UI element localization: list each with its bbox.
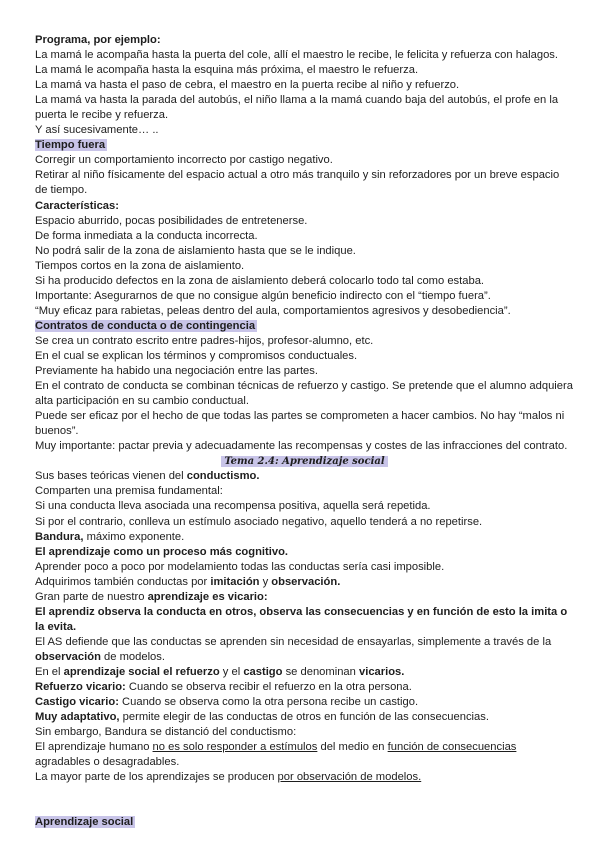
caract-line: “Muy eficaz para rabietas, peleas dentro del aula, comportamientos agresivos y desobediencia”. <box>35 304 511 317</box>
social-line: Comparten una premisa fundamental: <box>35 485 223 498</box>
social-line: Castigo vicario: Cuando se observa como la otra persona recibe un castigo. <box>35 696 419 709</box>
programa-line: La mamá le acompaña hasta la esquina más próxima, el maestro le refuerza. <box>35 64 419 77</box>
social-line: Aprender poco a poco por modelamiento todas las conductas sería casi imposible. <box>35 560 445 573</box>
social-line: Si por el contrario, conlleva un estímulo asociado negativo, aquello tenderá a no repetirse. <box>35 515 483 528</box>
caract-line: Importante: Asegurarnos de que no consigue algún beneficio indirecto con el “tiempo fuera”. <box>35 289 491 302</box>
contratos-line: En el cual se explican los términos y compromisos conductuales. <box>35 349 358 362</box>
social-line: Si una conducta lleva asociada una recompensa positiva, aquella será repetida. <box>35 500 431 513</box>
social-line: Bandura, máximo exponente. <box>35 530 185 543</box>
tiempo-line: Retirar al niño físicamente del espacio actual a otro más tranquilo y sin reforzadores por un breve espacio de tiempo. <box>35 169 560 197</box>
tiempo-line: Corregir un comportamiento incorrecto por castigo negativo. <box>35 154 333 167</box>
social-line: Sus bases teóricas vienen del conductismo. <box>35 470 260 483</box>
social-line: El AS defiende que las conductas se aprenden sin necesidad de ensayarlas, simplemente a través de la observación de modelos. <box>35 635 552 663</box>
caract-line: Espacio aburrido, pocas posibilidades de entretenerse. <box>35 214 308 227</box>
contratos-line: En el contrato de conducta se combinan técnicas de refuerzo y castigo. Se pretende que el alumno adquiera alta participación en su cambio conductual. <box>35 380 573 408</box>
programa-line: La mamá le acompaña hasta la puerta del cole, allí el maestro le recibe, le felicita y refuerza con halagos. <box>35 49 558 62</box>
aprendizaje-social-heading: Aprendizaje social <box>35 816 134 829</box>
contratos-line: Se crea un contrato escrito entre padres-hijos, profesor-alumno, etc. <box>35 334 374 347</box>
contratos-line: Previamente ha habido una negociación entre las partes. <box>35 365 318 378</box>
tiempo-fuera-heading: Tiempo fuera <box>35 139 106 152</box>
programa-line: La mamá va hasta la parada del autobús, el niño llama a la mamá cuando baja del autobús, el profe en la puerta le recibe y refuerza. <box>35 94 559 122</box>
programa-line: Y así sucesivamente… .. <box>35 124 159 137</box>
tema-heading: Tema 2.4: Aprendizaje social <box>221 456 387 467</box>
social-line: Muy adaptativo, permite elegir de las conductas de otros en función de las consecuencias. <box>35 711 489 724</box>
social-line: Sin embargo, Bandura se distanció del conductismo: <box>35 726 297 739</box>
caract-line: De forma inmediata a la conducta incorrecta. <box>35 229 258 242</box>
social-line: El aprendizaje humano no es solo responder a estímulos del medio en función de consecuencias agradables o desagradables. <box>35 741 517 769</box>
contratos-heading: Contratos de conducta o de contingencia <box>35 319 256 332</box>
programa-heading: Programa, por ejemplo: <box>35 34 161 46</box>
social-line: Adquirimos también conductas por imitación y observación. <box>35 575 341 588</box>
social-line: Gran parte de nuestro aprendizaje es vicario: <box>35 590 268 603</box>
social-line: Refuerzo vicario: Cuando se observa recibir el refuerzo en la otra persona. <box>35 681 412 694</box>
caract-line: No podrá salir de la zona de aislamiento hasta que se le indique. <box>35 244 356 257</box>
social-line: El aprendiz observa la conducta en otros, observa las consecuencias y en función de esto la imita o la evita. <box>35 605 568 633</box>
contratos-line: Muy importante: pactar previa y adecuadamente las recompensas y costes de las infracciones del contrato. <box>35 440 568 453</box>
social-line: El aprendizaje como un proceso más cognitivo. <box>35 545 289 558</box>
social-line: La mayor parte de los aprendizajes se producen por observación de modelos. <box>35 771 422 784</box>
caract-line: Tiempos cortos en la zona de aislamiento. <box>35 259 245 272</box>
programa-line: La mamá va hasta el paso de cebra, el maestro en la puerta recibe al niño y refuerzo. <box>35 79 460 92</box>
contratos-line: Puede ser eficaz por el hecho de que todas las partes se comprometen a hacer cambios. No hay “malos ni buenos”. <box>35 410 565 438</box>
caracteristicas-heading: Características: <box>35 199 119 212</box>
caract-line: Si ha producido defectos en la zona de aislamiento deberá colocarlo todo tal como estaba. <box>35 274 485 287</box>
social-line: En el aprendizaje social el refuerzo y el castigo se denominan vicarios. <box>35 665 405 678</box>
